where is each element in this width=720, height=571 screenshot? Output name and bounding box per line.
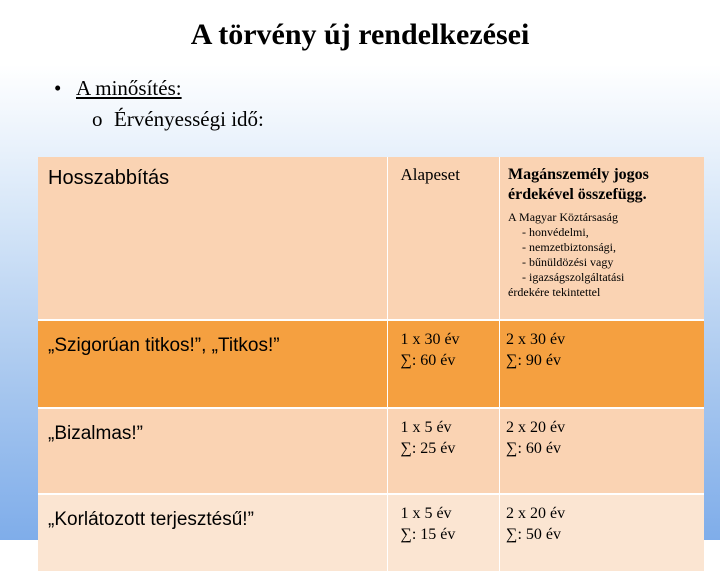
header-note-item: - igazságszolgáltatási <box>522 270 625 284</box>
base-case-cell <box>388 408 500 494</box>
classification-table <box>38 157 704 571</box>
private-interest-sum: ∑: 50 év <box>506 526 561 543</box>
base-case-value: 1 x 5 év <box>400 419 452 436</box>
base-case-value: 1 x 30 év <box>400 331 460 348</box>
row-label: „Bizalmas!” <box>38 408 388 494</box>
header-private-interest <box>500 157 704 320</box>
bullet-text: A minősítés: <box>76 76 182 100</box>
bullet-marker: • <box>54 76 62 100</box>
header-note-list <box>508 225 698 285</box>
base-case-cell <box>388 320 500 408</box>
base-case-sum: ∑: 60 év <box>400 352 456 369</box>
private-interest-cell <box>500 494 704 571</box>
table-row <box>38 408 704 494</box>
private-interest-sum: ∑: 90 év <box>506 352 561 369</box>
header-note-item: - honvédelmi, <box>522 225 589 239</box>
header-private-title: Magánszemély jogos érdekével összefügg. <box>508 166 649 203</box>
base-case-sum: ∑: 15 év <box>400 526 456 543</box>
row-label: „Szigorúan titkos!”, „Titkos!” <box>38 320 388 408</box>
header-note-item: - bűnüldözési vagy <box>522 255 614 269</box>
base-case-sum: ∑: 25 év <box>400 440 456 457</box>
private-interest-value: 2 x 30 év <box>506 331 566 348</box>
private-interest-sum: ∑: 60 év <box>506 440 561 457</box>
bullet-item <box>54 76 182 101</box>
header-note-item: - nemzetbiztonsági, <box>522 240 617 254</box>
base-case-cell <box>388 494 500 571</box>
private-interest-cell <box>500 320 704 408</box>
private-interest-cell <box>500 408 704 494</box>
row-label: „Korlátozott terjesztésű!” <box>38 494 388 571</box>
header-note-intro: A Magyar Köztársaság <box>508 210 619 224</box>
base-case-value: 1 x 5 év <box>400 505 452 522</box>
table-header-row <box>38 157 704 320</box>
sub-bullet-marker: o <box>92 107 103 131</box>
table-row <box>38 320 704 408</box>
header-extension: Hosszabbítás <box>38 157 388 320</box>
header-note-end: érdekére tekintettel <box>508 285 601 299</box>
sub-bullet-item <box>92 107 264 132</box>
private-interest-value: 2 x 20 év <box>506 419 566 436</box>
sub-bullet-text: Érvényességi idő: <box>114 107 264 131</box>
slide-title: A törvény új rendelkezései <box>190 18 530 51</box>
header-base-case: Alapeset <box>388 157 500 320</box>
private-interest-value: 2 x 20 év <box>506 505 566 522</box>
table-row <box>38 494 704 571</box>
